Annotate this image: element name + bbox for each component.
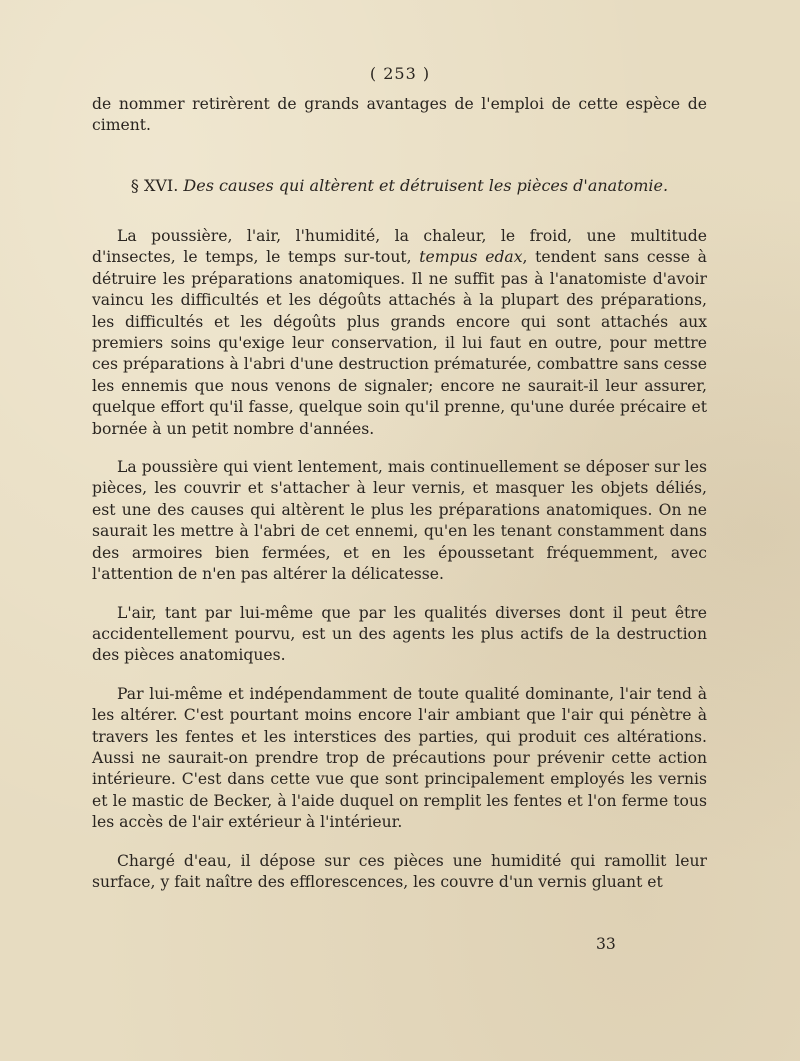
page-number-header: ( 253 ): [369, 64, 431, 83]
section-title: Des causes qui altèrent et détruisent les pièces d'anatomie.: [183, 176, 669, 195]
signature-mark: 33: [596, 935, 616, 953]
paragraph-2: La poussière qui vient lentement, mais continuellement se déposer sur les pièces, les couvrir et s'attacher à leur vernis, et masquer les objets déliés, est une des causes qui altèrent le plus les préparations anatomiques. On ne saurait les mettre à l'abri de cet ennemi, qu'en les tenant constamment dans des armoires bien fermées, et en les époussetant fréquemment, avec l'attention de n'en pas altérer la délicatesse.: [92, 458, 707, 584]
latin-quote: tempus edax: [419, 248, 523, 267]
paragraph-1: [92, 226, 707, 440]
body-text: [92, 226, 707, 893]
continuation-text: [92, 94, 707, 137]
paragraph-3: L'air, tant par lui-même que par les qualités diverses dont il peut être accidentellement pourvu, est un des agents les plus actifs de la destruction des pièces anatomiques.: [92, 603, 707, 665]
section-number: § XVI.: [130, 176, 179, 195]
continuation-paragraph: de nommer retirèrent de grands avantages de l'emploi de cette espèce de ciment.: [92, 95, 707, 135]
paragraph-1-after: , tendent sans cesse à détruire les préparations anatomiques. Il ne suffit pas à l'anatomiste d'avoir vaincu les difficultés et les dégoûts attachés à la plupart des préparations, les difficultés et les dégoûts plus grands encore qui sont attachés aux premiers soins qu'exige leur conservation, il lui faut en outre, pour mettre ces préparations à l'abri d'une destruction prématurée, combattre sans cesse les ennemis que nous venons de signaler; encore ne saurait-il leur assurer, quelque effort qu'il fasse, quelque soin qu'il prenne, qu'une durée précaire et bornée à un petit nombre d'années.: [92, 248, 707, 438]
paragraph-4: Par lui-même et indépendamment de toute qualité dominante, l'air tend à les altérer. C'est pourtant moins encore l'air ambiant que l'air qui pénètre à travers les fentes et les interstices des parties, qui produit ces altérations. Aussi ne saurait-on prendre trop de précautions pour prévenir cette action intérieure. C'est dans cette vue que sont principalement employés les vernis et le mastic de Becker, à l'aide duquel on remplit les fentes et l'on ferme tous les accès de l'air extérieur à l'intérieur.: [92, 684, 707, 832]
section-heading: [92, 176, 707, 195]
paragraph-5: Chargé d'eau, il dépose sur ces pièces une humidité qui ramollit leur surface, y fait naître des efflorescences, les couvre d'un vernis gluant et: [92, 851, 707, 891]
paragraph-1-before: La poussière, l'air, l'humidité, la chaleur, le froid, une multitude d'insectes, le temps, le temps sur-tout,: [92, 227, 707, 267]
